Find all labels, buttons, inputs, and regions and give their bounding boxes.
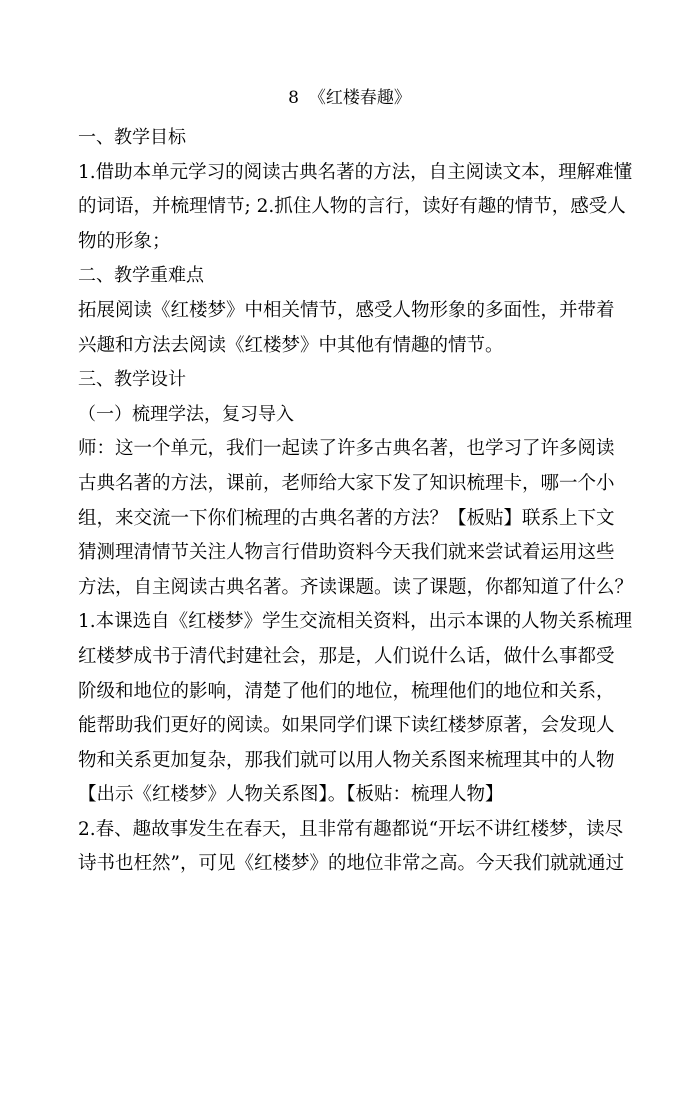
title-number: 8 — [288, 88, 299, 108]
section-heading-key-points: 二、教学重难点 — [78, 265, 204, 287]
text-line: 方法，自主阅读古典名著。齐读课题。读了课题，你都知道了什么？ — [78, 576, 634, 598]
text-line: 阶级和地位的影响，清楚了他们的地位，梳理他们的地位和关系， — [78, 680, 615, 702]
text-line: 组，来交流一下你们梳理的古典名著的方法？【板贴】联系上下文 — [78, 507, 615, 529]
text-line: 1.借助本单元学习的阅读古典名著的方法，自主阅读文本，理解难懂 — [78, 161, 633, 183]
text-line: 【出示《红楼梦》人物关系图】。【板贴：梳理人物】 — [78, 784, 504, 806]
document-body — [78, 121, 644, 882]
section-heading-design: 三、教学设计 — [78, 369, 186, 391]
subsection-heading: （一）梳理学法，复习导入 — [78, 403, 294, 425]
text-line: 诗书也枉然”，可见《红楼梦》的地位非常之高。今天我们就就通过 — [78, 853, 624, 875]
text-line: 物的形象； — [78, 230, 171, 252]
document-title — [0, 86, 699, 110]
text-line: 兴趣和方法去阅读《红楼梦》中其他有情趣的情节。 — [78, 334, 504, 356]
title-text: 《红楼春趣》 — [308, 88, 411, 108]
text-line: 拓展阅读《红楼梦》中相关情节，感受人物形象的多面性，并带着 — [78, 299, 615, 321]
text-line: 2.春、趣故事发生在春天，且非常有趣都说“开坛不讲红楼梦，读尽 — [78, 818, 624, 840]
text-line: 猜测理清情节关注人物言行借助资料今天我们就来尝试着运用这些 — [78, 542, 615, 564]
text-line: 物和关系更加复杂，那我们就可以用人物关系图来梳理其中的人物 — [78, 749, 615, 771]
text-line: 1.本课选自《红楼梦》学生交流相关资料，出示本课的人物关系梳理 — [78, 611, 633, 633]
text-line: 能帮助我们更好的阅读。如果同学们课下读红楼梦原著，会发现人 — [78, 715, 615, 737]
section-heading-objectives: 一、教学目标 — [78, 127, 186, 148]
text-line: 师：这一个单元，我们一起读了许多古典名著，也学习了许多阅读 — [78, 438, 615, 460]
text-line: 的词语，并梳理情节; 2.抓住人物的言行，读好有趣的情节，感受人 — [78, 196, 626, 218]
text-line: 古典名著的方法，课前，老师给大家下发了知识梳理卡，哪一个小 — [78, 472, 615, 494]
text-line: 红楼梦成书于清代封建社会，那是，人们说什么话，做什么事都受 — [78, 645, 615, 667]
